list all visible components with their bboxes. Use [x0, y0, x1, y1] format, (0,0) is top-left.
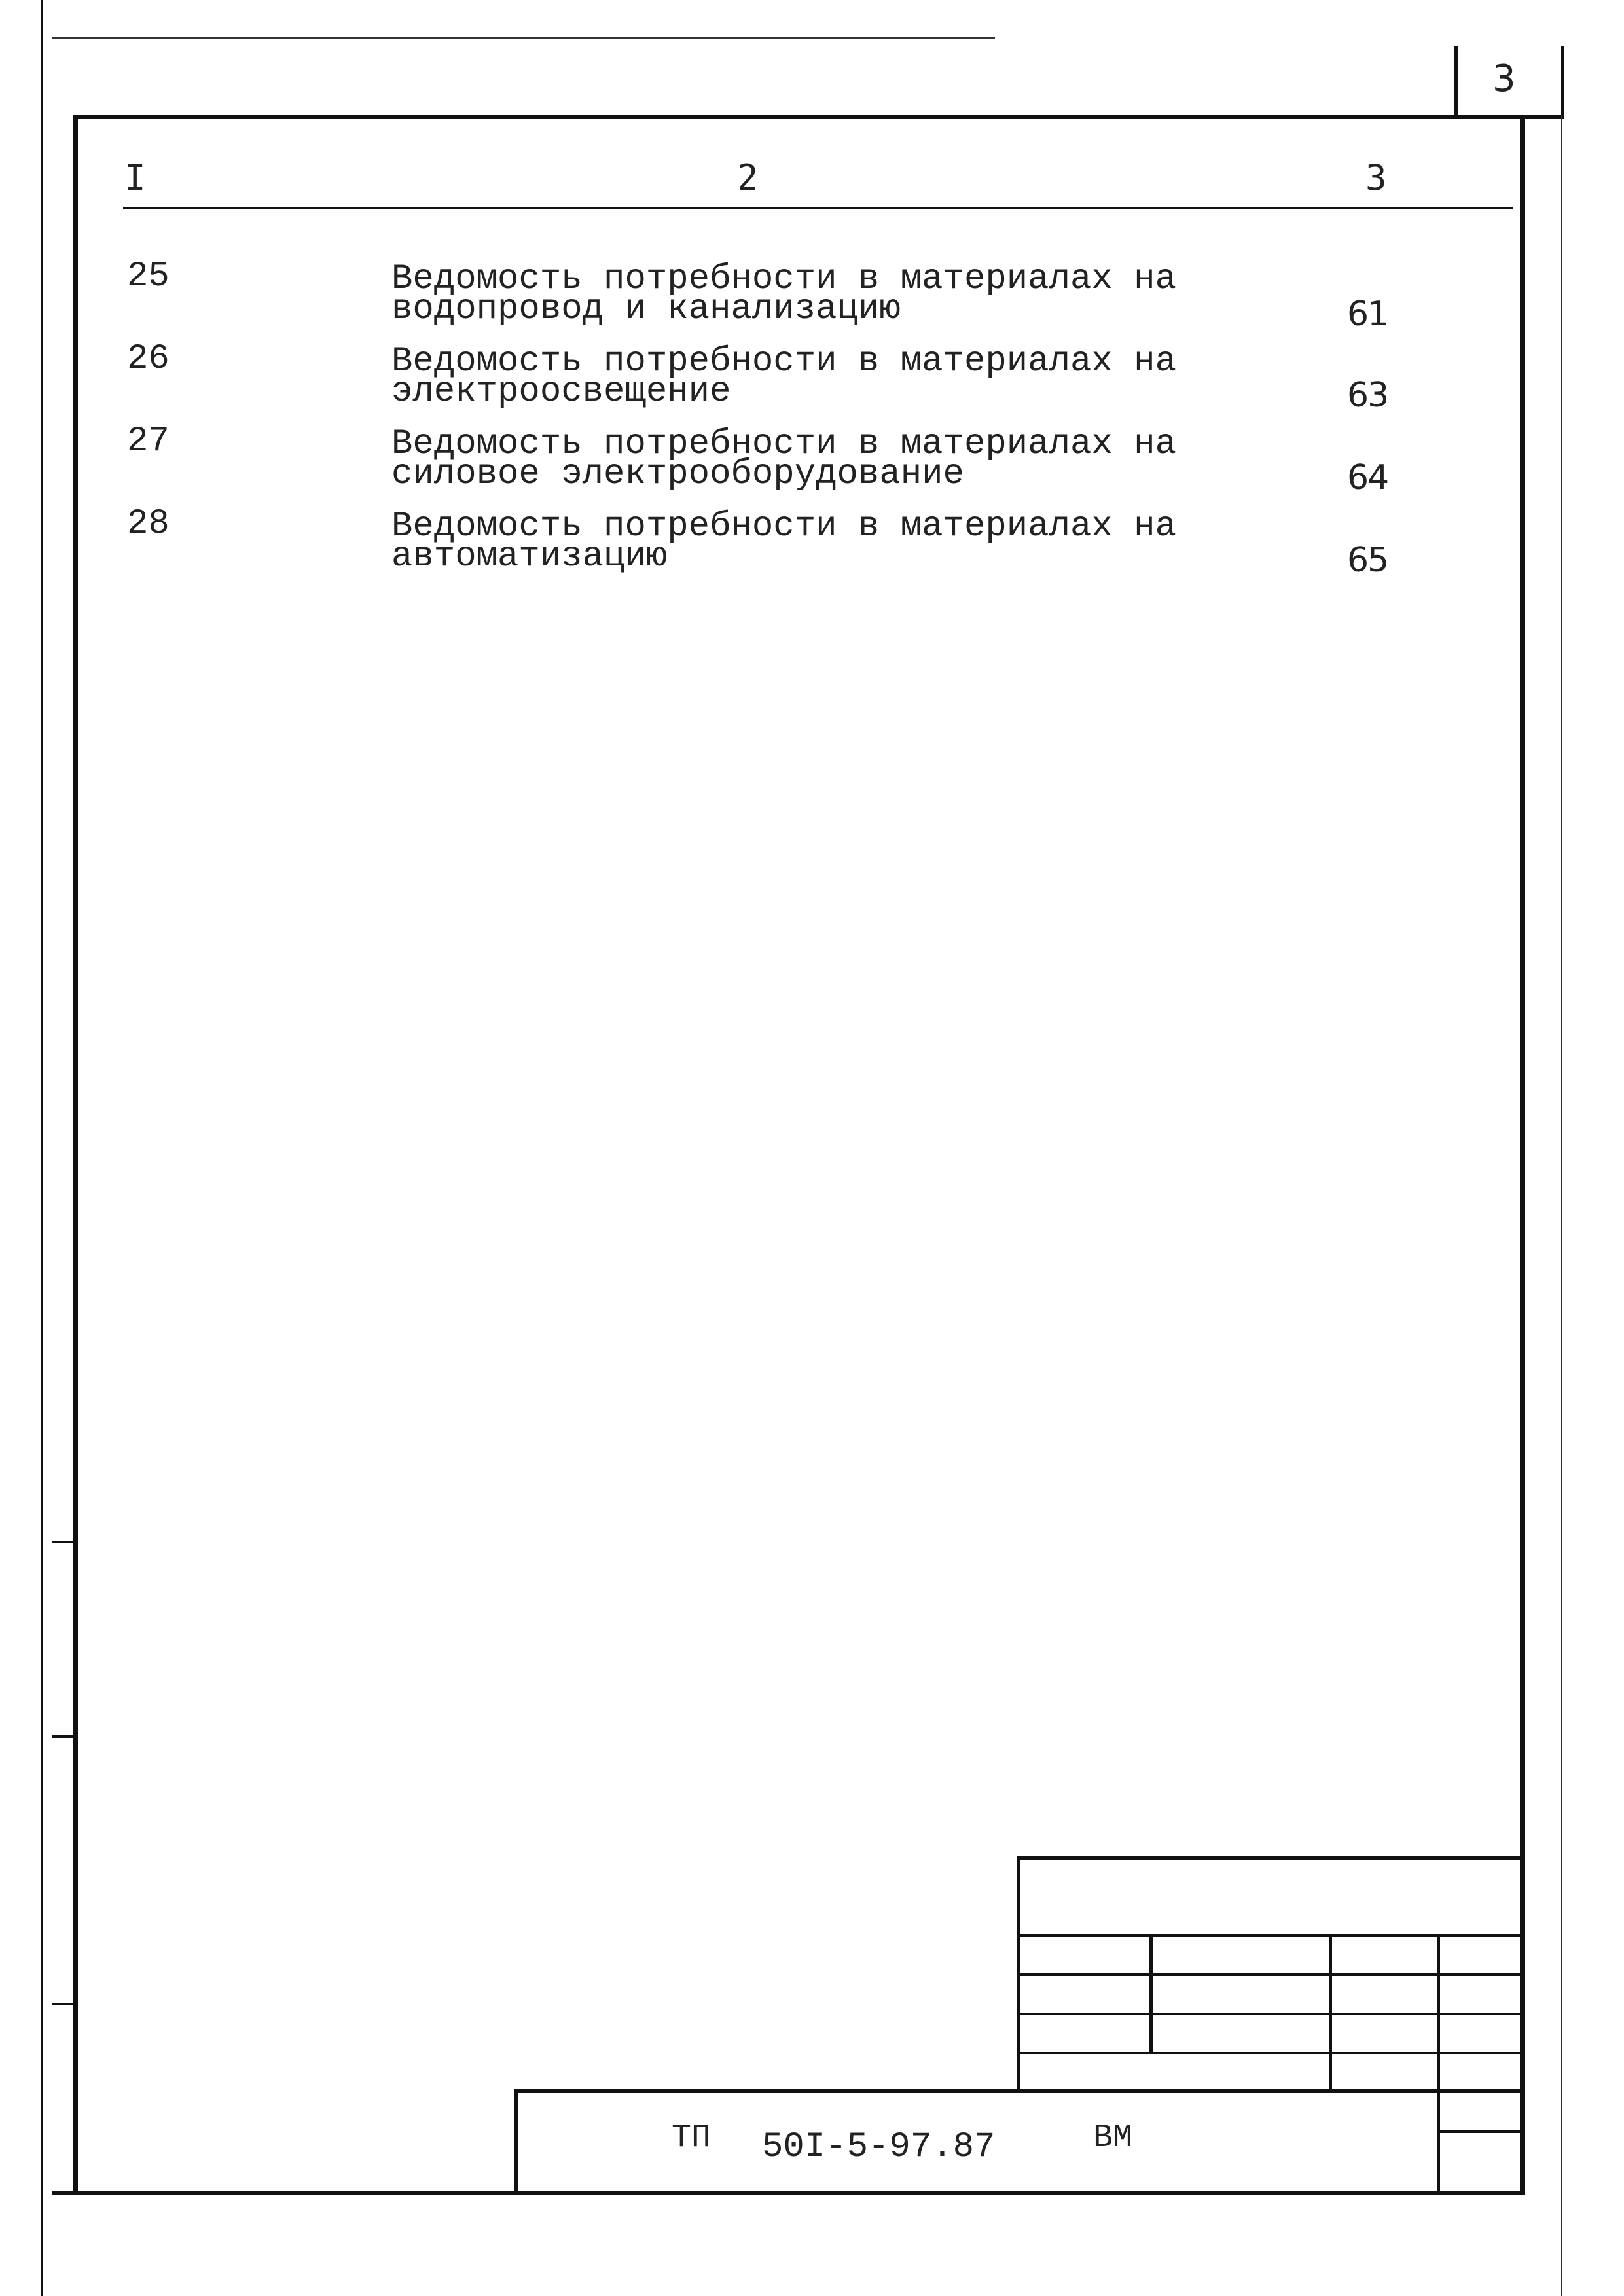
- row-page: 65: [1347, 541, 1388, 580]
- margin-tick-3: [52, 2003, 76, 2005]
- row-title-line1: Ведомость потребности в материалах на: [391, 259, 1176, 299]
- table-row: [0, 422, 1506, 500]
- row-title-line2: электроосвещение: [391, 372, 731, 412]
- outer-right-edge: [1561, 115, 1562, 2296]
- row-number: 25: [127, 257, 170, 296]
- frame-right: [1520, 115, 1525, 2194]
- row-page: 63: [1347, 376, 1388, 415]
- frame-top: [73, 115, 1564, 119]
- stamp-upper-top: [1017, 1856, 1525, 1860]
- row-title-line1: Ведомость потребности в материалах на: [391, 424, 1176, 464]
- row-title-line1: Ведомость потребности в материалах на: [391, 507, 1176, 547]
- page-number-box-left: [1454, 46, 1458, 118]
- row-title-line2: автоматизацию: [391, 537, 668, 577]
- stamp-row-line-2: [1017, 1973, 1525, 1976]
- stamp-row-line-3: [1017, 2013, 1525, 2015]
- table-row: [0, 504, 1506, 583]
- stamp-row-line-1: [1017, 1934, 1525, 1937]
- row-title-line1: Ведомость потребности в материалах на: [391, 342, 1176, 382]
- margin-tick-2: [52, 1735, 76, 1738]
- row-number: 27: [127, 422, 170, 461]
- stamp-col-line-1: [1149, 1934, 1153, 2054]
- column-header-number: I: [124, 157, 146, 198]
- table-row: [0, 339, 1506, 418]
- row-page: 61: [1347, 295, 1388, 334]
- row-number: 28: [127, 504, 170, 544]
- stamp-main-top: [514, 2089, 1525, 2093]
- document-code: 50I-5-97.87: [762, 2127, 996, 2167]
- stamp-right-cell-line: [1437, 2130, 1525, 2133]
- column-header-name: 2: [737, 157, 759, 198]
- column-header-page: 3: [1365, 157, 1387, 198]
- page-number-box-right: [1561, 46, 1564, 118]
- stamp-col-line-3: [1437, 1934, 1440, 2193]
- stamp-row-line-4: [1017, 2052, 1525, 2054]
- row-page: 64: [1347, 458, 1388, 497]
- table-row: [0, 257, 1506, 335]
- row-title-line2: водопровод и канализацию: [391, 289, 901, 329]
- document-prefix: ТП: [672, 2119, 712, 2157]
- frame-bottom: [52, 2191, 1525, 2195]
- stamp-main-left: [514, 2089, 518, 2194]
- row-number: 26: [127, 339, 170, 379]
- sheet-page-number: 3: [1492, 58, 1515, 100]
- stamp-col-line-2: [1329, 1934, 1332, 2091]
- document-suffix: ВМ: [1093, 2119, 1133, 2157]
- row-title-line2: силовое электрооборудование: [391, 454, 964, 494]
- header-divider: [123, 207, 1513, 209]
- top-edge-line: [52, 37, 995, 39]
- margin-tick-1: [52, 1541, 76, 1543]
